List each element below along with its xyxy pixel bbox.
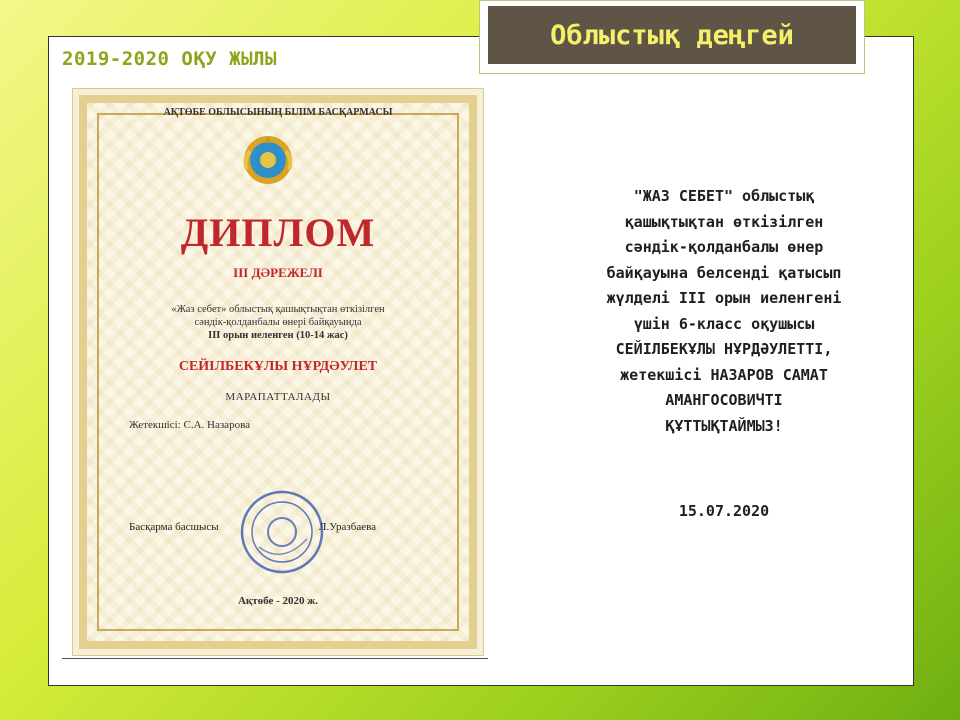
diploma-award: МАРАПАТТАЛАДЫ: [225, 391, 331, 403]
title-box: [488, 6, 856, 64]
message-line: ҚҰТТЫҚТАЙМЫЗ!: [665, 416, 783, 435]
slide-title: Облыстық деңгей: [550, 19, 794, 51]
message-line: "ЖАЗ СЕБЕТ" облыстық: [633, 187, 815, 205]
diploma-organization: АҚТӨБЕ ОБЛЫСЫНЫҢ БІЛІМ БАСҚАРМАСЫ: [163, 107, 393, 118]
message-line: байқауына белсенді қатысып: [606, 263, 842, 282]
message-line: жетекшісі НАЗАРОВ САМАТ: [620, 365, 828, 384]
diploma-body: [73, 303, 483, 342]
diploma-body-line: «Жаз себет» облыстық қашықтықтан өткізілген: [171, 304, 385, 315]
diploma-body-line: ІІІ орын иеленген (10-14 жас): [208, 330, 348, 341]
official-stamp-icon: [237, 487, 327, 577]
diploma-place-year: Ақтөбе - 2020 ж.: [237, 595, 319, 607]
congratulation-message: [528, 184, 920, 439]
diploma-recipient: СЕЙІЛБЕКҰЛЫ НҰРДӘУЛЕТ: [178, 359, 378, 374]
message-line: АМАНГОСОВИЧТІ: [665, 391, 783, 409]
diploma-body-line: сәндік-қолданбалы өнері байқауында: [194, 317, 362, 328]
diploma-head-label: Басқарма басшысы: [129, 521, 219, 533]
diploma-degree: ІІІ ДӘРЕЖЕЛІ: [233, 265, 323, 280]
diploma-title: ДИПЛОМ: [180, 210, 376, 255]
message-line: сәндік-қолданбалы өнер: [624, 238, 824, 256]
message-line: қашықтықтан өткізілген: [624, 212, 824, 231]
message-date: 15.07.2020: [678, 502, 770, 520]
diploma-supervisor: Жетекшісі: С.А. Назарова: [129, 419, 250, 431]
divider-line: [62, 658, 488, 659]
message-line: үшін 6-класс оқушысы: [633, 314, 815, 333]
diploma-image: [72, 88, 484, 656]
diploma-head-name: Л.Уразбаева: [319, 521, 377, 533]
kazakhstan-emblem-icon: [241, 133, 295, 187]
message-line: жүлделі ІІІ орын иеленгені: [606, 289, 842, 307]
school-year-label: 2019-2020 ОҚУ ЖЫЛЫ: [62, 48, 277, 70]
message-line: СЕЙІЛБЕКҰЛЫ НҰРДӘУЛЕТТІ,: [615, 340, 833, 358]
